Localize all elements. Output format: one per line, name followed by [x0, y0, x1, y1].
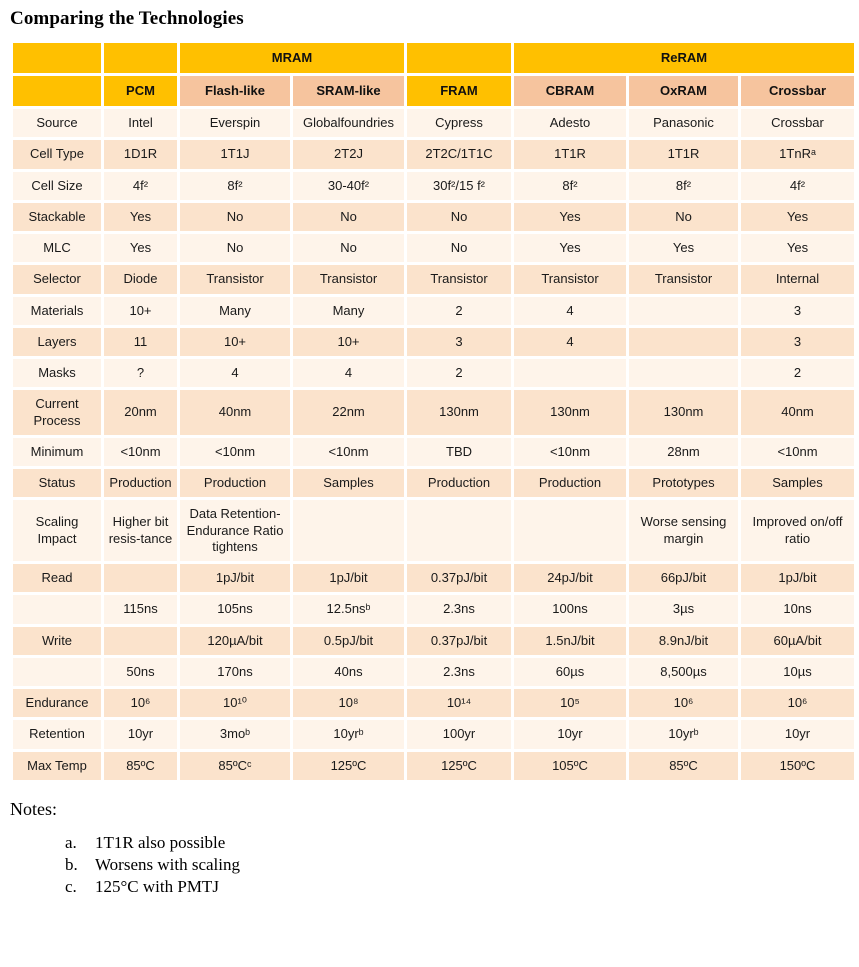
table-cell: 10¹⁴ [407, 689, 511, 717]
table-row-cell-size [13, 172, 854, 200]
table-cell: 85ºC [104, 752, 177, 780]
table-cell: 1T1J [180, 140, 290, 168]
group-header-mram: MRAM [180, 43, 404, 73]
table-cell: Yes [514, 203, 626, 231]
table-cell: 1.5nJ/bit [514, 627, 626, 655]
table-cell: 1D1R [104, 140, 177, 168]
row-label-scaling-impact: Scaling Impact [13, 500, 101, 561]
table-cell: Adesto [514, 109, 626, 137]
table-row-minimum [13, 438, 854, 466]
table-cell: Everspin [180, 109, 290, 137]
table-row-cont-14 [13, 595, 854, 623]
note-text: 1T1R also possible [95, 832, 226, 852]
table-cell: 2.3ns [407, 595, 511, 623]
row-label-source: Source [13, 109, 101, 137]
column-header-pcm: PCM [104, 76, 177, 106]
table-cell: 125ºC [293, 752, 404, 780]
row-label-write: Write [13, 627, 101, 655]
table-cell: 60µA/bit [741, 627, 854, 655]
row-label-retention: Retention [13, 720, 101, 748]
table-cell: 2 [741, 359, 854, 387]
table-cell: 8f² [629, 172, 738, 200]
table-row-status [13, 469, 854, 497]
column-header-sram-like: SRAM-like [293, 76, 404, 106]
table-cell: Prototypes [629, 469, 738, 497]
table-cell: 10ns [741, 595, 854, 623]
table-cell: No [180, 203, 290, 231]
table-cell: 10+ [293, 328, 404, 356]
table-cell: Production [514, 469, 626, 497]
table-cell: Panasonic [629, 109, 738, 137]
table-cell: 8f² [180, 172, 290, 200]
table-cell: No [293, 203, 404, 231]
row-label-materials: Materials [13, 297, 101, 325]
table-body [13, 109, 854, 780]
row-label-masks: Masks [13, 359, 101, 387]
table-cell: 1TnRᵃ [741, 140, 854, 168]
table-cell: 3 [741, 328, 854, 356]
table-cell: 105ºC [514, 752, 626, 780]
note-marker: b. [65, 854, 78, 874]
column-header-flash-like: Flash-like [180, 76, 290, 106]
column-header-fram: FRAM [407, 76, 511, 106]
group-header-empty [13, 43, 101, 73]
table-row-source [13, 109, 854, 137]
table-row-write [13, 627, 854, 655]
table-cell: Data Retention-Endurance Ratio tightens [180, 500, 290, 561]
table-cell: No [629, 203, 738, 231]
table-cell [514, 359, 626, 387]
note-item-a [65, 832, 859, 854]
table-cell: 130nm [514, 390, 626, 435]
table-cell: Transistor [407, 265, 511, 293]
table-cell: 4 [514, 328, 626, 356]
note-marker: c. [65, 876, 77, 896]
table-cell [629, 359, 738, 387]
table-cell: 10yrᵇ [293, 720, 404, 748]
table-cell: Cypress [407, 109, 511, 137]
table-row-mlc [13, 234, 854, 262]
notes-heading: Notes: [10, 798, 57, 819]
table-cell: No [180, 234, 290, 262]
table-cell [293, 500, 404, 561]
table-cell: Higher bit resis-tance [104, 500, 177, 561]
table-cell: Globalfoundries [293, 109, 404, 137]
table-cell: 10µs [741, 658, 854, 686]
table-cell [629, 297, 738, 325]
table-cell [629, 328, 738, 356]
table-cell: No [293, 234, 404, 262]
table-cell: 30-40f² [293, 172, 404, 200]
notes-list [10, 832, 859, 898]
notes-section [10, 799, 859, 898]
table-cell: Transistor [293, 265, 404, 293]
table-row-current-process [13, 390, 854, 435]
table-cell: 85ºCᶜ [180, 752, 290, 780]
technology-comparison-table [10, 40, 857, 783]
column-header-cbram: CBRAM [514, 76, 626, 106]
table-row-stackable [13, 203, 854, 231]
row-label-minimum: Minimum [13, 438, 101, 466]
table-cell: 1T1R [514, 140, 626, 168]
row-label-read: Read [13, 564, 101, 592]
table-cell: 115ns [104, 595, 177, 623]
table-cell: Production [180, 469, 290, 497]
note-text: Worsens with scaling [95, 854, 240, 874]
row-label-stackable: Stackable [13, 203, 101, 231]
table-cell: 10yr [104, 720, 177, 748]
table-row-layers [13, 328, 854, 356]
table-cell: No [407, 234, 511, 262]
table-cell: 10yr [741, 720, 854, 748]
table-cell: Yes [741, 234, 854, 262]
note-item-b [65, 854, 859, 876]
table-cell: 150ºC [741, 752, 854, 780]
row-label-cont-14 [13, 595, 101, 623]
table-cell: 3µs [629, 595, 738, 623]
table-cell: 100yr [407, 720, 511, 748]
table-cell: Transistor [180, 265, 290, 293]
table-cell: 10⁶ [104, 689, 177, 717]
table-cell: 10⁶ [629, 689, 738, 717]
column-header-empty [13, 76, 101, 106]
table-cell: 30f²/15 f² [407, 172, 511, 200]
table-cell: 3 [407, 328, 511, 356]
table-row-max-temp [13, 752, 854, 780]
table-cell: 130nm [629, 390, 738, 435]
table-cell: Improved on/off ratio [741, 500, 854, 561]
table-cell: 125ºC [407, 752, 511, 780]
table-cell: 40nm [741, 390, 854, 435]
table-row-selector [13, 265, 854, 293]
table-cell: 2.3ns [407, 658, 511, 686]
note-text: 125°C with PMTJ [95, 876, 219, 896]
table-cell: 10⁵ [514, 689, 626, 717]
table-row-cell-type [13, 140, 854, 168]
table-cell: Production [104, 469, 177, 497]
table-cell: <10nm [514, 438, 626, 466]
page-title: Comparing the Technologies [10, 8, 244, 29]
table-cell: 10¹⁰ [180, 689, 290, 717]
table-cell: 2 [407, 359, 511, 387]
table-cell: 85ºC [629, 752, 738, 780]
table-cell: <10nm [293, 438, 404, 466]
table-cell: 10+ [180, 328, 290, 356]
row-label-cont-16 [13, 658, 101, 686]
table-cell: 3moᵇ [180, 720, 290, 748]
table-cell: Yes [104, 203, 177, 231]
table-cell: 1pJ/bit [293, 564, 404, 592]
table-row-masks [13, 359, 854, 387]
group-header-reram: ReRAM [514, 43, 854, 73]
table-cell: 4f² [741, 172, 854, 200]
table-cell: <10nm [104, 438, 177, 466]
table-cell: 22nm [293, 390, 404, 435]
table-row-endurance [13, 689, 854, 717]
table-cell: Intel [104, 109, 177, 137]
table-cell: 28nm [629, 438, 738, 466]
table-cell: 2 [407, 297, 511, 325]
table-cell: 10⁸ [293, 689, 404, 717]
table-cell: Crossbar [741, 109, 854, 137]
table-cell: Production [407, 469, 511, 497]
table-cell [104, 564, 177, 592]
table-cell: 4 [293, 359, 404, 387]
row-label-max-temp: Max Temp [13, 752, 101, 780]
table-cell: 10+ [104, 297, 177, 325]
table-cell: 3 [741, 297, 854, 325]
table-cell: ? [104, 359, 177, 387]
table-cell: 2T2C/1T1C [407, 140, 511, 168]
table-header [13, 43, 854, 106]
table-cell: Diode [104, 265, 177, 293]
table-cell: Samples [293, 469, 404, 497]
table-cell: Internal [741, 265, 854, 293]
table-cell: Yes [104, 234, 177, 262]
table-cell: TBD [407, 438, 511, 466]
table-row-scaling-impact [13, 500, 854, 561]
table-cell: 1T1R [629, 140, 738, 168]
group-header-empty [104, 43, 177, 73]
table-cell: <10nm [180, 438, 290, 466]
table-cell: Transistor [629, 265, 738, 293]
table-cell: 170ns [180, 658, 290, 686]
column-header-oxram: OxRAM [629, 76, 738, 106]
table-cell: 100ns [514, 595, 626, 623]
table-cell: 24pJ/bit [514, 564, 626, 592]
table-row-retention [13, 720, 854, 748]
table-cell: 8.9nJ/bit [629, 627, 738, 655]
table-cell: 0.37pJ/bit [407, 627, 511, 655]
table-cell: 66pJ/bit [629, 564, 738, 592]
table-cell: 0.37pJ/bit [407, 564, 511, 592]
table-cell: 130nm [407, 390, 511, 435]
table-cell: 10yr [514, 720, 626, 748]
table-cell [514, 500, 626, 561]
row-label-mlc: MLC [13, 234, 101, 262]
table-cell: <10nm [741, 438, 854, 466]
row-label-current-process: Current Process [13, 390, 101, 435]
row-label-cell-type: Cell Type [13, 140, 101, 168]
table-cell: 10yrᵇ [629, 720, 738, 748]
table-cell: Samples [741, 469, 854, 497]
row-label-selector: Selector [13, 265, 101, 293]
table-cell: 1pJ/bit [180, 564, 290, 592]
row-label-cell-size: Cell Size [13, 172, 101, 200]
table-cell: 50ns [104, 658, 177, 686]
table-cell: Yes [629, 234, 738, 262]
table-cell: 8,500µs [629, 658, 738, 686]
table-cell: 8f² [514, 172, 626, 200]
table-cell: Yes [514, 234, 626, 262]
table-cell [104, 627, 177, 655]
column-header-crossbar: Crossbar [741, 76, 854, 106]
table-cell: 12.5nsᵇ [293, 595, 404, 623]
table-row-materials [13, 297, 854, 325]
table-cell: No [407, 203, 511, 231]
table-cell: 40ns [293, 658, 404, 686]
table-cell: Yes [741, 203, 854, 231]
table-cell: 4 [514, 297, 626, 325]
row-label-endurance: Endurance [13, 689, 101, 717]
table-row-read [13, 564, 854, 592]
table-cell: 11 [104, 328, 177, 356]
row-label-status: Status [13, 469, 101, 497]
row-label-layers: Layers [13, 328, 101, 356]
table-cell: 1pJ/bit [741, 564, 854, 592]
group-header-empty [407, 43, 511, 73]
table-cell: 60µs [514, 658, 626, 686]
note-item-c [65, 876, 859, 898]
table-cell: 20nm [104, 390, 177, 435]
table-cell: 105ns [180, 595, 290, 623]
table-cell: Worse sensing margin [629, 500, 738, 561]
table-row-cont-16 [13, 658, 854, 686]
table-cell: Transistor [514, 265, 626, 293]
table-cell: 120µA/bit [180, 627, 290, 655]
table-cell: Many [180, 297, 290, 325]
table-cell: 10⁶ [741, 689, 854, 717]
table-cell: 40nm [180, 390, 290, 435]
table-cell: 2T2J [293, 140, 404, 168]
note-marker: a. [65, 832, 77, 852]
table-cell: 0.5pJ/bit [293, 627, 404, 655]
table-cell: 4f² [104, 172, 177, 200]
table-cell [407, 500, 511, 561]
table-cell: 4 [180, 359, 290, 387]
table-cell: Many [293, 297, 404, 325]
